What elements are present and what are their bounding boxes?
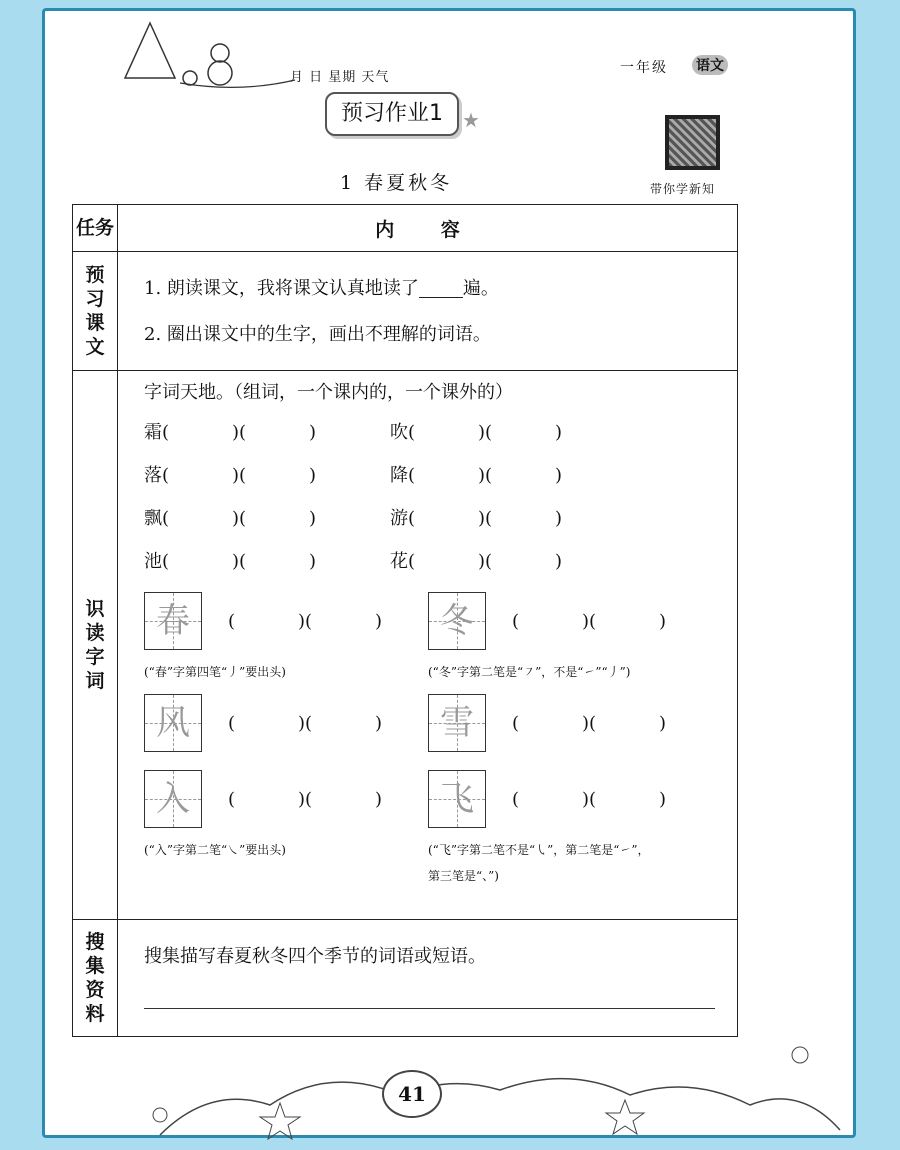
- word-item[interactable]: 落( )( ): [144, 465, 316, 486]
- content-header: 内 容: [118, 205, 738, 252]
- collect-instruction: 搜集描写春夏秋冬四个季节的词语或短语。: [144, 946, 486, 967]
- stroke-note: (“春”字第四笔“丿”要出头): [144, 665, 286, 679]
- assignment-title: 预习作业1: [325, 92, 459, 136]
- task-header: 任务: [73, 205, 118, 252]
- tian-grid-dong: 冬: [428, 592, 486, 650]
- tian-grid-xue: 雪: [428, 694, 486, 752]
- word-item[interactable]: 降( )( ): [390, 465, 562, 486]
- tian-grid-chun: 春: [144, 592, 202, 650]
- word-item[interactable]: 吹( )( ): [390, 422, 562, 443]
- tian-parens[interactable]: ( )( ): [512, 610, 666, 632]
- tian-parens[interactable]: ( )( ): [512, 712, 666, 734]
- qr-label: 带你学新知: [650, 182, 716, 196]
- answer-line[interactable]: [144, 1008, 715, 1009]
- tian-grid-ru: 入: [144, 770, 202, 828]
- word-item[interactable]: 霜( )( ): [144, 422, 316, 443]
- reading-count-line: 1. 朗读课文，我将课文认真地读了 遍。: [144, 278, 499, 299]
- preview-label: 预习课文: [73, 252, 118, 371]
- assignment-table: [72, 204, 738, 1037]
- reading-count-blank[interactable]: [419, 281, 463, 298]
- tian-parens[interactable]: ( )( ): [228, 712, 382, 734]
- stroke-note: (“飞”字第二笔不是“㇂”，第二笔是“㇀”，: [428, 843, 650, 857]
- word-item[interactable]: 飘( )( ): [144, 508, 316, 529]
- word-item[interactable]: 游( )( ): [390, 508, 562, 529]
- cloud-border-decoration: [150, 1045, 850, 1140]
- tian-parens[interactable]: ( )( ): [228, 610, 382, 632]
- tian-grid-fei: 飞: [428, 770, 486, 828]
- words-label: 识读字词: [73, 371, 118, 920]
- stroke-note: (“冬”字第二笔是“㇇”，不是“㇀”“丿”): [428, 665, 631, 679]
- circle-words-line: 2. 圈出课文中的生字，画出不理解的词语。: [144, 324, 491, 345]
- tian-grid-feng: 风: [144, 694, 202, 752]
- subject-badge: 语文: [692, 55, 728, 75]
- star-icon: ★: [462, 108, 480, 132]
- snowman-tree-decoration: [120, 18, 300, 88]
- word-building-grid: [144, 411, 737, 583]
- lesson-title: 1 春夏秋冬: [340, 172, 453, 194]
- tian-parens[interactable]: ( )( ): [228, 788, 382, 810]
- word-item[interactable]: 池( )( ): [144, 551, 316, 572]
- tian-parens[interactable]: ( )( ): [512, 788, 666, 810]
- word-item[interactable]: 花( )( ): [390, 551, 562, 572]
- date-weather-line: 月 日 星期 天气: [290, 70, 390, 85]
- qr-code-icon[interactable]: [665, 115, 720, 170]
- grade-label: 一年级: [620, 60, 668, 76]
- page-number: 41: [382, 1070, 442, 1118]
- words-intro: 字词天地。（组词，一个课内的，一个课外的）: [144, 382, 513, 403]
- stroke-note: 第三笔是“、”): [428, 869, 499, 883]
- collect-label: 搜集资料: [73, 920, 118, 1037]
- stroke-note: (“入”字第二笔“㇏”要出头): [144, 843, 286, 857]
